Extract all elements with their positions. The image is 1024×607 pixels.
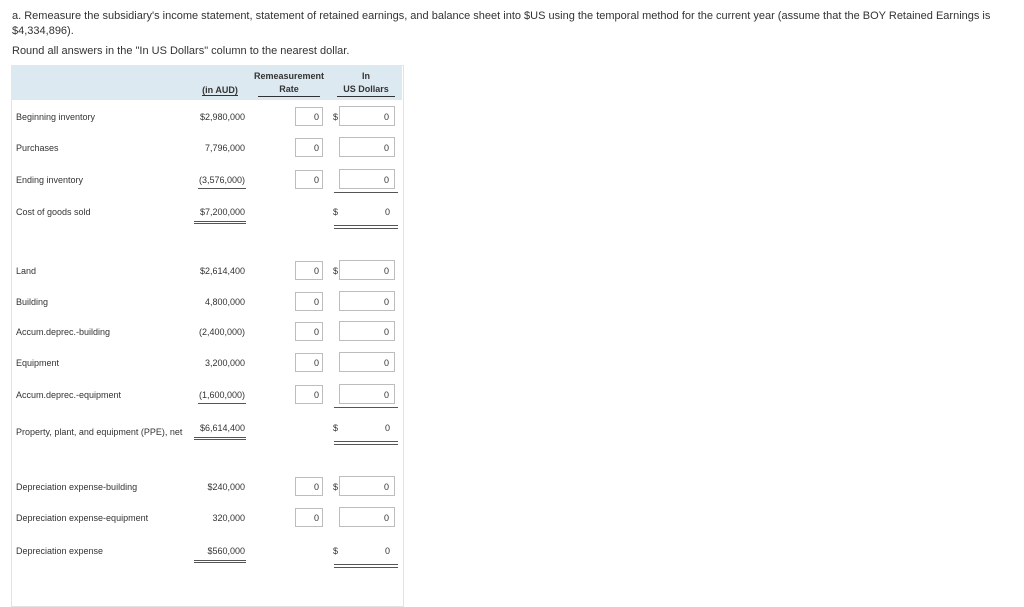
usd-total: 0 xyxy=(384,423,390,433)
usd-input[interactable]: 0 xyxy=(339,291,395,311)
rate-input[interactable]: 0 xyxy=(295,508,323,527)
aud-amount: (3,576,000) xyxy=(198,175,245,185)
usd-double-underline xyxy=(334,444,398,445)
row-label: Equipment xyxy=(16,358,60,368)
usd-input[interactable]: 0 xyxy=(339,507,395,527)
rate-input[interactable]: 0 xyxy=(295,353,323,372)
aud-underline xyxy=(198,188,246,189)
aud-amount: (2,400,000) xyxy=(198,327,245,337)
row-label: Cost of goods sold xyxy=(16,207,91,217)
aud-double-underline xyxy=(194,437,246,438)
usd-double-underline xyxy=(334,225,398,226)
row-label: Depreciation expense xyxy=(16,546,104,556)
rate-input[interactable]: 0 xyxy=(295,385,323,404)
header-rate: Remeasurement Rate xyxy=(244,70,334,97)
aud-double-underline xyxy=(194,223,246,224)
rate-input[interactable]: 0 xyxy=(295,261,323,280)
rate-input[interactable]: 0 xyxy=(295,138,323,157)
row-label: Depreciation expense-equipment xyxy=(16,513,149,523)
usd-input[interactable]: 0 xyxy=(339,169,395,189)
row-label: Accum.deprec.-equipment xyxy=(16,390,122,400)
usd-dollar-sign: $ xyxy=(333,112,339,122)
usd-dollar-sign: $ xyxy=(333,266,339,276)
aud-double-underline xyxy=(194,560,246,561)
usd-input[interactable]: 0 xyxy=(339,106,395,126)
usd-dollar-sign: $ xyxy=(333,546,339,556)
aud-amount: $6,614,400 xyxy=(199,423,245,433)
question-text: a. Remeasure the subsidiary's income statement, statement of retained earnings, and balance sheet into $US using the temporal method for the current year (assume that the BOY Retained Earnings is $4,334,896). xyxy=(12,10,991,37)
aud-amount: $7,200,000 xyxy=(199,207,245,217)
aud-amount: 320,000 xyxy=(212,513,245,523)
row-label: Ending inventory xyxy=(16,175,84,185)
row-label: Building xyxy=(16,297,49,307)
usd-total: 0 xyxy=(384,546,390,556)
aud-amount: $560,000 xyxy=(207,546,245,556)
usd-dollar-sign: $ xyxy=(333,207,339,217)
aud-amount: $2,614,400 xyxy=(199,266,245,276)
usd-input[interactable]: 0 xyxy=(339,384,395,404)
usd-double-underline xyxy=(334,228,398,229)
rate-input[interactable]: 0 xyxy=(295,107,323,126)
aud-double-underline xyxy=(194,562,246,563)
header-usd: In US Dollars xyxy=(336,70,396,97)
aud-double-underline xyxy=(194,439,246,440)
rate-input[interactable]: 0 xyxy=(295,477,323,496)
usd-double-underline xyxy=(334,441,398,442)
aud-amount: $2,980,000 xyxy=(199,112,245,122)
usd-dollar-sign: $ xyxy=(333,423,339,433)
row-label: Beginning inventory xyxy=(16,112,96,122)
usd-underline xyxy=(334,192,398,193)
rounding-instruction: Round all answers in the "In US Dollars" column to the nearest dollar. xyxy=(12,45,350,57)
aud-amount: $240,000 xyxy=(207,482,245,492)
aud-amount: 7,796,000 xyxy=(204,143,245,153)
usd-input[interactable]: 0 xyxy=(339,260,395,280)
row-label: Property, plant, and equipment (PPE), net xyxy=(16,427,183,437)
row-label: Accum.deprec.-building xyxy=(16,327,111,337)
aud-amount: 4,800,000 xyxy=(204,297,245,307)
usd-input[interactable]: 0 xyxy=(339,321,395,341)
aud-amount: 3,200,000 xyxy=(204,358,245,368)
usd-double-underline xyxy=(334,567,398,568)
usd-input[interactable]: 0 xyxy=(339,476,395,496)
row-label: Land xyxy=(16,266,37,276)
aud-amount: (1,600,000) xyxy=(198,390,245,400)
usd-input[interactable]: 0 xyxy=(339,352,395,372)
rate-input[interactable]: 0 xyxy=(295,322,323,341)
row-label: Depreciation expense-building xyxy=(16,482,138,492)
aud-underline xyxy=(198,403,246,404)
aud-double-underline xyxy=(194,221,246,222)
usd-double-underline xyxy=(334,564,398,565)
row-label: Purchases xyxy=(16,143,59,153)
rate-input[interactable]: 0 xyxy=(295,292,323,311)
header-aud: (in AUD) xyxy=(202,85,238,95)
usd-input[interactable]: 0 xyxy=(339,137,395,157)
rate-input[interactable]: 0 xyxy=(295,170,323,189)
usd-total: 0 xyxy=(384,207,390,217)
usd-underline xyxy=(334,407,398,408)
usd-dollar-sign: $ xyxy=(333,482,339,492)
